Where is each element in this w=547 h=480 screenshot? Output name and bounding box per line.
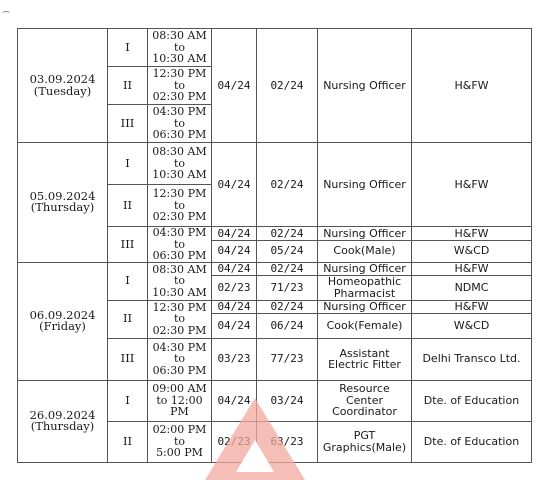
advt-cell: 04/24 [212,29,257,143]
post-cell: Cook(Female) [318,313,412,338]
time-cell: 08:30 AM to 10:30 AM [148,143,212,185]
post-cell: Assistant Electric Fitter [318,338,412,380]
post-cell: Nursing Officer [318,300,412,313]
post-code-cell: 02/24 [257,300,318,313]
shift-cell: I [108,262,148,300]
shift-cell: II [108,67,148,105]
department-cell: Dte. of Education [412,380,532,421]
advt-cell: 04/24 [212,143,257,227]
shift-cell: III [108,338,148,380]
time-cell: 12:30 PM to 02:30 PM [148,67,212,105]
shift-cell: II [108,421,148,462]
advt-cell: 04/24 [212,380,257,421]
time-cell: 08:30 AM to 10:30 AM [148,262,212,300]
post-cell: Nursing Officer [318,143,412,227]
advt-cell: 04/24 [212,300,257,313]
time-cell: 04:30 PM to 06:30 PM [148,338,212,380]
department-cell: NDMC [412,275,532,300]
post-cell: Cook(Male) [318,240,412,262]
advt-cell: 02/23 [212,421,257,462]
post-cell: Homeopathic Pharmacist [318,275,412,300]
advt-cell: 04/24 [212,262,257,275]
date-cell: 26.09.2024 (Thursday) [18,380,108,462]
post-code-cell: 63/23 [257,421,318,462]
post-code-cell: 02/24 [257,262,318,275]
time-cell: 02:00 PM to 5:00 PM [148,421,212,462]
post-cell: Resource Center Coordinator [318,380,412,421]
date-cell: 06.09.2024 (Friday) [18,262,108,380]
date-cell: 03.09.2024 (Tuesday) [18,29,108,143]
post-code-cell: 05/24 [257,240,318,262]
post-code-cell: 02/24 [257,143,318,227]
department-cell: W&CD [412,240,532,262]
shift-cell: III [108,105,148,143]
shift-cell: I [108,380,148,421]
post-code-cell: 06/24 [257,313,318,338]
date-cell: 05.09.2024 (Thursday) [18,143,108,263]
shift-cell: I [108,29,148,67]
corner-scan-mark: ⌢ [2,4,10,18]
department-cell: H&FW [412,227,532,241]
table-row [18,143,532,185]
advt-cell: 03/23 [212,338,257,380]
advt-cell: 04/24 [212,240,257,262]
department-cell: W&CD [412,313,532,338]
post-cell: PGT Graphics(Male) [318,421,412,462]
time-cell: 04:30 PM to 06:30 PM [148,105,212,143]
post-code-cell: 71/23 [257,275,318,300]
table-row [18,262,532,275]
table-row [18,29,532,67]
post-cell: Nursing Officer [318,227,412,241]
department-cell: H&FW [412,262,532,275]
shift-cell: III [108,227,148,263]
time-cell: 08:30 AM to 10:30 AM [148,29,212,67]
time-cell: 04:30 PM to 06:30 PM [148,227,212,263]
post-code-cell: 02/24 [257,29,318,143]
advt-cell: 04/24 [212,313,257,338]
department-cell: H&FW [412,143,532,227]
shift-cell: I [108,143,148,185]
post-cell: Nursing Officer [318,262,412,275]
post-code-cell: 02/24 [257,227,318,241]
department-cell: H&FW [412,300,532,313]
time-cell: 12:30 PM to 02:30 PM [148,300,212,338]
post-cell: Nursing Officer [318,29,412,143]
shift-cell: II [108,300,148,338]
shift-cell: II [108,185,148,227]
department-cell: Dte. of Education [412,421,532,462]
department-cell: H&FW [412,29,532,143]
time-cell: 09:00 AM to 12:00 PM [148,380,212,421]
advt-cell: 02/23 [212,275,257,300]
advt-cell: 04/24 [212,227,257,241]
department-cell: Delhi Transco Ltd. [412,338,532,380]
time-cell: 12:30 PM to 02:30 PM [148,185,212,227]
post-code-cell: 03/24 [257,380,318,421]
watermark-logo-cutout [236,440,274,472]
post-code-cell: 77/23 [257,338,318,380]
